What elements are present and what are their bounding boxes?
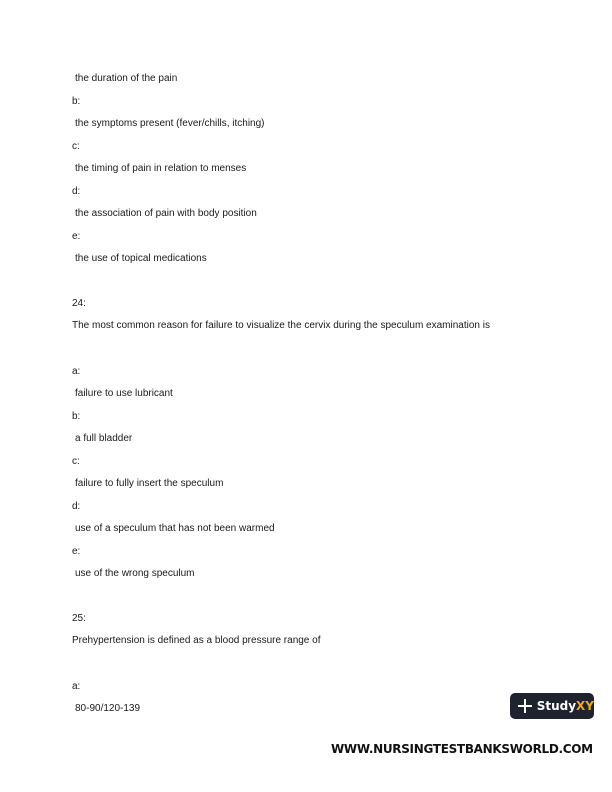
q24-option-e-text: use of the wrong speculum xyxy=(75,568,195,579)
brand-main: Study xyxy=(536,699,577,713)
q23-option-d-label: d: xyxy=(72,186,81,197)
q23-option-b-label: b: xyxy=(72,96,81,107)
q23-option-d-text: the association of pain with body position xyxy=(75,208,257,219)
q23-option-b-text: the symptoms present (fever/chills, itching) xyxy=(75,118,265,129)
q24-option-a-text: failure to use lubricant xyxy=(75,388,173,399)
q25-option-a-text: 80-90/120-139 xyxy=(75,703,141,714)
q24-option-d-text: use of a speculum that has not been warmed xyxy=(75,523,275,534)
q24-option-b-label: b: xyxy=(72,411,81,422)
plus-icon xyxy=(518,699,531,713)
q25-option-a-label: a: xyxy=(72,681,81,692)
footer-website[interactable]: WWW.NURSINGTESTBANKSWORLD.COM xyxy=(331,742,593,756)
q23-option-c-text: the timing of pain in relation to menses xyxy=(75,163,247,174)
brand-accent: XY xyxy=(576,699,594,713)
q24-option-c-text: failure to fully insert the speculum xyxy=(75,478,224,489)
q24-number: 24: xyxy=(72,298,86,309)
studyxy-logo-text xyxy=(537,699,594,713)
q24-option-c-label: c: xyxy=(72,456,80,467)
q24-option-d-label: d: xyxy=(72,501,81,512)
q24-question: The most common reason for failure to visualize the cervix during the speculum examination is xyxy=(72,320,490,331)
q24-option-b-text: a full bladder xyxy=(75,433,133,444)
q23-option-c-label: c: xyxy=(72,141,80,152)
q24-option-e-label: e: xyxy=(72,546,81,557)
q23-option-e-text: the use of topical medications xyxy=(75,253,207,264)
q23-option-a-text: the duration of the pain xyxy=(75,73,178,84)
q24-option-a-label: a: xyxy=(72,366,81,377)
q25-question: Prehypertension is defined as a blood pressure range of xyxy=(72,635,321,646)
q25-number: 25: xyxy=(72,613,86,624)
q23-option-e-label: e: xyxy=(72,231,81,242)
studyxy-badge[interactable] xyxy=(510,693,594,719)
